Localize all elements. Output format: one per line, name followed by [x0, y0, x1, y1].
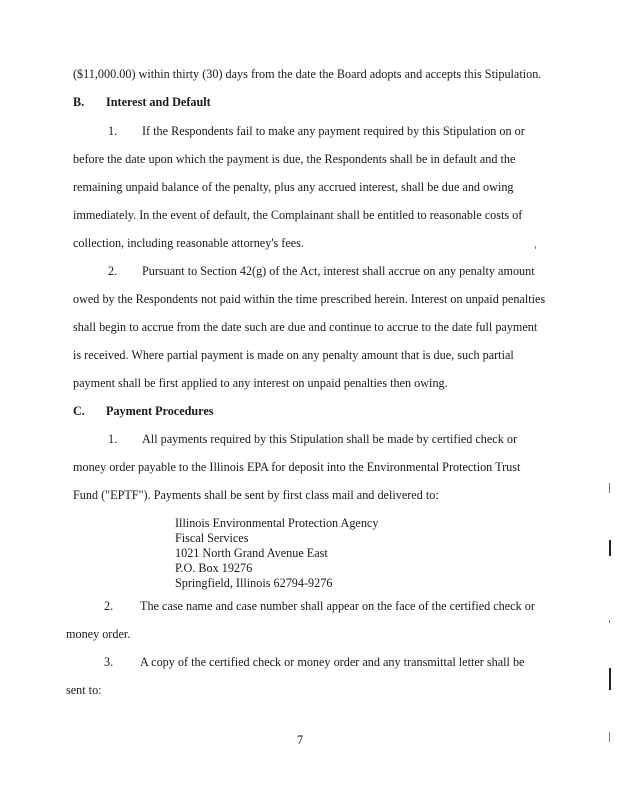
body-text-line: owed by the Respondents not paid within the time prescribed herein. Interest on unpaid penalties [73, 292, 546, 306]
address-line: Springfield, Illinois 62794-9276 [175, 576, 333, 590]
scan-artifact [609, 620, 610, 623]
paragraph-number: 2. [108, 264, 118, 278]
paragraph-number: 2. [104, 599, 114, 613]
body-text-line: before the date upon which the payment is due, the Respondents shall be in default and the [73, 152, 516, 166]
body-text-line: money order. [66, 627, 131, 641]
body-text-line: All payments required by this Stipulation shall be made by certified check or [142, 432, 518, 446]
body-text-line: Fund ("EPTF"). Payments shall be sent by first class mail and delivered to: [73, 488, 439, 502]
address-line: Fiscal Services [175, 531, 249, 545]
paragraph-number: 1. [108, 124, 118, 138]
body-text-line: If the Respondents fail to make any payment required by this Stipulation on or [142, 124, 525, 138]
page-number: 7 [297, 733, 304, 747]
body-text-line: immediately. In the event of default, the Complainant shall be entitled to reasonable costs of [73, 208, 523, 222]
body-text-line: ($11,000.00) within thirty (30) days from the date the Board adopts and accepts this Stipulation. [73, 67, 542, 81]
body-text-line: shall begin to accrue from the date such are due and continue to accrue to the date full payment [73, 320, 538, 334]
scan-artifact [535, 246, 536, 249]
section-b-heading: Interest and Default [106, 95, 211, 109]
scan-artifact [609, 540, 611, 556]
paragraph-number: 1. [108, 432, 118, 446]
body-text-line: A copy of the certified check or money order and any transmittal letter shall be [140, 655, 525, 669]
body-text-line: money order payable to the Illinois EPA for deposit into the Environmental Protection Trust [73, 460, 521, 474]
section-c-letter: C. [73, 404, 85, 418]
body-text-line: remaining unpaid balance of the penalty, plus any accrued interest, shall be due and owing [73, 180, 514, 194]
body-text-line: The case name and case number shall appear on the face of the certified check or [140, 599, 535, 613]
scan-artifact [609, 732, 610, 742]
body-text-line: Pursuant to Section 42(g) of the Act, interest shall accrue on any penalty amount [142, 264, 535, 278]
scan-artifact [609, 668, 611, 690]
section-b-letter: B. [73, 95, 85, 109]
body-text-line: payment shall be first applied to any interest on unpaid penalties then owing. [73, 376, 448, 390]
address-line: Illinois Environmental Protection Agency [175, 516, 379, 530]
body-text-line: collection, including reasonable attorney's fees. [73, 236, 304, 250]
address-line: P.O. Box 19276 [175, 561, 253, 575]
address-line: 1021 North Grand Avenue East [175, 546, 328, 560]
paragraph-number: 3. [104, 655, 114, 669]
section-c-heading: Payment Procedures [106, 404, 214, 418]
scan-artifact [609, 483, 610, 493]
body-text-line: sent to: [66, 683, 102, 697]
body-text-line: is received. Where partial payment is made on any penalty amount that is due, such partial [73, 348, 514, 362]
